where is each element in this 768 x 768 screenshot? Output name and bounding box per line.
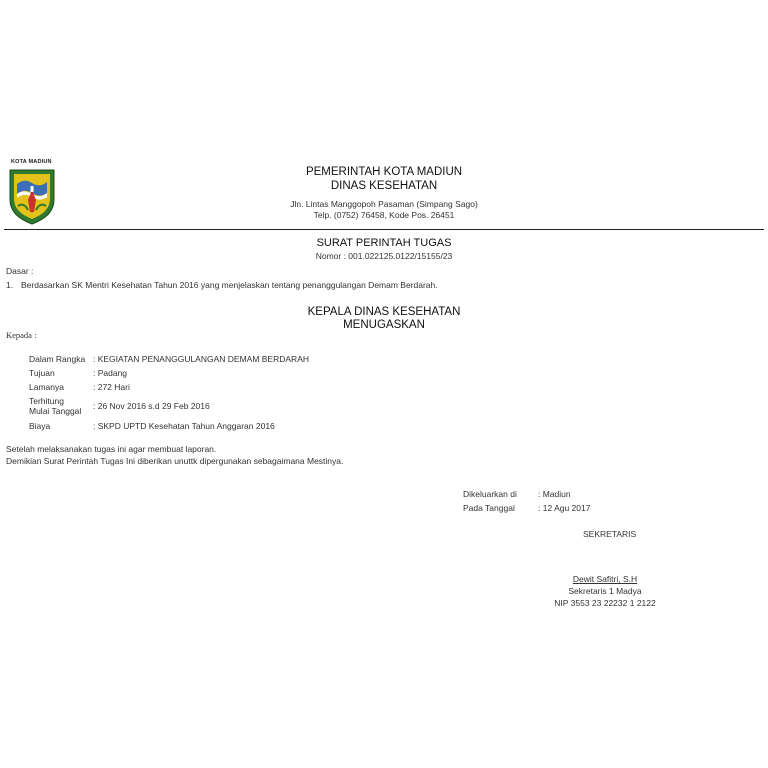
detail-label-duration: Lamanya	[29, 382, 64, 392]
detail-value-funding: : SKPD UPTD Kesehatan Tahun Anggaran 2016	[93, 421, 275, 431]
signer-title: SEKRETARIS	[583, 529, 637, 539]
basis-item-text: Berdasarkan SK Mentri Kesehatan Tahun 2016 yang menjelaskan tentang penanggulangan Demam Berdarah.	[21, 280, 438, 290]
detail-label-start-date: Mulai Tanggal	[29, 406, 82, 416]
detail-value-duration: : 272 Hari	[93, 382, 130, 392]
signer-nip: NIP 3553 23 22232 1 2122	[554, 598, 656, 608]
signer-rank: Sekretaris 1 Madya	[568, 586, 642, 596]
closing-line-1: Setelah melaksanakan tugas ini agar membuat laporan.	[6, 444, 217, 454]
closing-line-2: Demikian Surat Perintah Tugas Ini diberikan unuttk dipergunakan sebagaimana Mestinya.	[6, 456, 344, 466]
detail-label-start: Terhitung	[29, 396, 64, 406]
detail-value-purpose: : KEGIATAN PENANGGULANGAN DEMAM BERDARAH	[93, 354, 309, 364]
issued-date-value: : 12 Agu 2017	[538, 503, 591, 513]
issued-place-label: Dikeluarkan di	[463, 489, 517, 499]
issued-date-label: Pada Tanggal	[463, 503, 515, 513]
detail-value-destination: : Padang	[93, 368, 128, 378]
order-heading-line2: MENUGASKAN	[343, 319, 425, 331]
document-number: Nomor : 001.022125.0122/15155/23	[315, 251, 453, 261]
signer-name: Dewit Safitri, S.H	[572, 574, 638, 584]
government-name: PEMERINTAH KOTA MADIUN	[305, 166, 463, 178]
issued-place-value: : Madiun	[538, 489, 571, 499]
recipient-label: Kepada :	[6, 330, 37, 340]
document-title: SURAT PERINTAH TUGAS	[316, 237, 452, 249]
logo-label: KOTA MADIUN	[11, 159, 52, 165]
basis-label: Dasar :	[6, 266, 34, 276]
order-heading-line1: KEPALA DINAS KESEHATAN	[307, 306, 461, 318]
detail-label-destination: Tujuan	[29, 368, 55, 378]
detail-label-funding: Biaya	[29, 421, 51, 431]
department-name: DINAS KESEHATAN	[330, 180, 438, 192]
address-line: Jln. Lintas Manggopoh Pasaman (Simpang Sago)	[290, 199, 478, 209]
basis-item-number: 1.	[6, 280, 14, 290]
detail-value-period: : 26 Nov 2016 s.d 29 Feb 2016	[93, 401, 210, 411]
phone-line: Telp. (0752) 76458, Kode Pos. 26451	[313, 210, 455, 220]
letterhead-divider	[4, 229, 764, 230]
detail-label-purpose: Dalam Rangka	[29, 354, 86, 364]
